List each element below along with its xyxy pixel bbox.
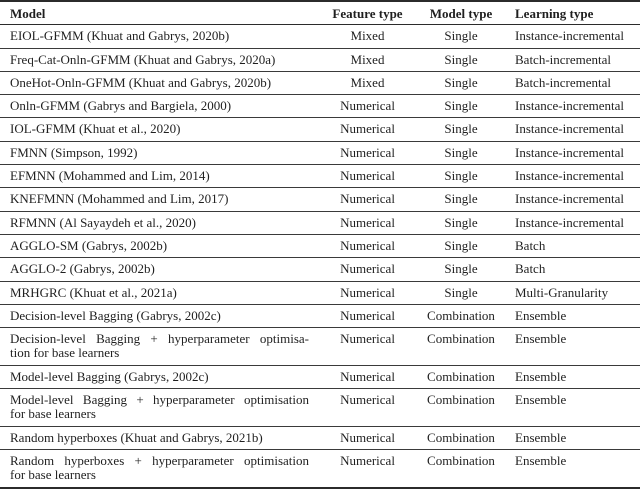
feature-type-cell: Numerical	[340, 168, 395, 184]
model-cell	[0, 426, 315, 449]
table-row	[0, 71, 640, 94]
model-line: RFMNN (Al Sayaydeh et al., 2020)	[10, 214, 196, 230]
model-line: EIOL-GFMM (Khuat and Gabrys, 2020b)	[10, 28, 230, 44]
model-cell	[0, 328, 315, 366]
model-cell	[0, 234, 315, 257]
learning-type-cell: Instance-incremental	[515, 98, 624, 114]
feature-type-cell: Numerical	[340, 261, 395, 277]
column-header-learning-type: Learning type	[515, 5, 594, 21]
model-line: for base learners	[10, 467, 96, 483]
table-row	[0, 141, 640, 164]
model-cell	[0, 449, 315, 487]
learning-type-cell: Instance-incremental	[515, 144, 624, 160]
feature-type-cell: Numerical	[340, 237, 395, 253]
model-type-cell: Single	[444, 168, 478, 184]
model-cell	[0, 281, 315, 304]
model-cell	[0, 389, 315, 427]
model-type-cell: Combination	[427, 452, 495, 468]
feature-type-cell: Mixed	[350, 51, 385, 67]
table-row	[0, 281, 640, 304]
feature-type-cell: Numerical	[340, 331, 395, 347]
learning-type-cell: Multi-Granularity	[515, 284, 609, 300]
model-cell	[0, 304, 315, 327]
column-header-feature-type: Feature type	[332, 5, 403, 21]
model-type-cell: Combination	[427, 392, 495, 408]
model-type-cell: Single	[444, 144, 478, 160]
model-line: AGGLO-2 (Gabrys, 2002b)	[10, 261, 155, 277]
learning-type-cell: Instance-incremental	[515, 121, 624, 137]
feature-type-cell: Numerical	[340, 307, 395, 323]
table-row	[0, 165, 640, 188]
model-line: tion for base learners	[10, 345, 120, 361]
table-row	[0, 304, 640, 327]
model-line: OneHot-Onln-GFMM (Khuat and Gabrys, 2020b)	[10, 74, 272, 90]
feature-type-cell: Numerical	[340, 452, 395, 468]
table-row	[0, 95, 640, 118]
model-line: Model-level Bagging (Gabrys, 2002c)	[10, 368, 209, 384]
model-cell	[0, 165, 315, 188]
feature-type-cell: Numerical	[340, 284, 395, 300]
learning-type-cell: Ensemble	[515, 368, 567, 384]
feature-type-cell: Numerical	[340, 144, 395, 160]
model-line: KNEFMNN (Mohammed and Lim, 2017)	[10, 191, 229, 207]
learning-type-cell: Batch	[515, 261, 546, 277]
model-cell	[0, 365, 315, 388]
feature-type-cell: Numerical	[340, 98, 395, 114]
model-line: Random hyperboxes + hyperparameter optimisation	[10, 452, 309, 468]
learning-type-cell: Batch	[515, 237, 546, 253]
model-type-cell: Single	[444, 51, 478, 67]
model-type-cell: Single	[444, 121, 478, 137]
model-cell	[0, 48, 315, 71]
model-line: Decision-level Bagging + hyperparameter optimisa-	[10, 331, 309, 347]
model-line: Random hyperboxes (Khuat and Gabrys, 2021b)	[10, 429, 263, 445]
feature-type-cell: Numerical	[340, 121, 395, 137]
column-header-model: Model	[10, 5, 46, 21]
model-line: MRHGRC (Khuat et al., 2021a)	[10, 284, 177, 300]
learning-type-cell: Batch-incremental	[515, 74, 612, 90]
feature-type-cell: Numerical	[340, 191, 395, 207]
learning-type-cell: Ensemble	[515, 392, 567, 408]
model-type-cell: Single	[444, 28, 478, 44]
table-row	[0, 328, 640, 366]
table-row	[0, 426, 640, 449]
model-type-cell: Combination	[427, 331, 495, 347]
learning-type-cell: Ensemble	[515, 429, 567, 445]
model-cell	[0, 188, 315, 211]
model-line: FMNN (Simpson, 1992)	[10, 144, 138, 160]
table-row	[0, 211, 640, 234]
learning-type-cell: Instance-incremental	[515, 28, 624, 44]
model-cell	[0, 25, 315, 48]
model-cell	[0, 118, 315, 141]
model-type-cell: Single	[444, 237, 478, 253]
model-type-cell: Single	[444, 191, 478, 207]
model-cell	[0, 95, 315, 118]
table-row	[0, 48, 640, 71]
feature-type-cell: Numerical	[340, 429, 395, 445]
model-line: EFMNN (Mohammed and Lim, 2014)	[10, 168, 210, 184]
table-row	[0, 258, 640, 281]
model-type-cell: Single	[444, 98, 478, 114]
feature-type-cell: Numerical	[340, 214, 395, 230]
learning-type-cell: Ensemble	[515, 331, 567, 347]
table-row	[0, 389, 640, 427]
learning-type-cell: Ensemble	[515, 307, 567, 323]
model-type-cell: Single	[444, 284, 478, 300]
table-row	[0, 188, 640, 211]
model-line: for base learners	[10, 406, 96, 422]
table-row	[0, 234, 640, 257]
table-row	[0, 449, 640, 487]
model-cell	[0, 211, 315, 234]
model-type-cell: Single	[444, 74, 478, 90]
table-body	[0, 25, 640, 488]
model-cell	[0, 258, 315, 281]
model-line: Freq-Cat-Onln-GFMM (Khuat and Gabrys, 2020a)	[10, 51, 276, 67]
model-type-cell: Combination	[427, 368, 495, 384]
learning-type-cell: Ensemble	[515, 452, 567, 468]
model-line: Model-level Bagging + hyperparameter optimisation	[10, 392, 309, 408]
feature-type-cell: Mixed	[350, 28, 385, 44]
learning-type-cell: Batch-incremental	[515, 51, 612, 67]
feature-type-cell: Mixed	[350, 74, 385, 90]
table-row	[0, 118, 640, 141]
learning-type-cell: Instance-incremental	[515, 191, 624, 207]
table-row	[0, 365, 640, 388]
model-line: IOL-GFMM (Khuat et al., 2020)	[10, 121, 181, 137]
model-line: AGGLO-SM (Gabrys, 2002b)	[10, 237, 168, 253]
model-cell	[0, 141, 315, 164]
model-line: Decision-level Bagging (Gabrys, 2002c)	[10, 307, 221, 323]
column-header-model-type: Model type	[429, 5, 493, 21]
table-header-row	[0, 1, 640, 25]
feature-type-cell: Numerical	[340, 392, 395, 408]
model-type-cell: Single	[444, 214, 478, 230]
feature-type-cell: Numerical	[340, 368, 395, 384]
model-type-cell: Single	[444, 261, 478, 277]
model-cell	[0, 71, 315, 94]
model-type-cell: Combination	[427, 429, 495, 445]
model-line: Onln-GFMM (Gabrys and Bargiela, 2000)	[10, 98, 232, 114]
learning-type-cell: Instance-incremental	[515, 168, 624, 184]
table-row	[0, 25, 640, 48]
learning-type-cell: Instance-incremental	[515, 214, 624, 230]
model-type-cell: Combination	[427, 307, 495, 323]
